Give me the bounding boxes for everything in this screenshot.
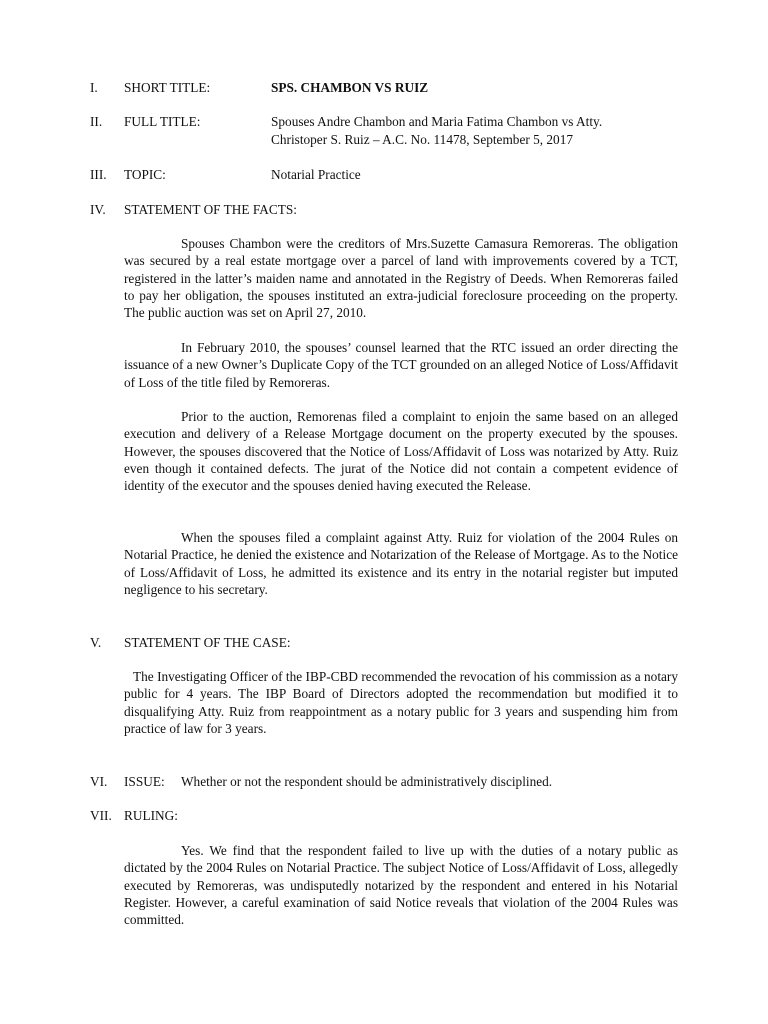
facts-paragraph-1: Spouses Chambon were the creditors of Mrs.Suzette Camasura Remoreras. The obligation was secured by a real estate mortgage over a parcel of land with improvements covered by a TCT, registered in the latter’s maiden name and annotated in the Registry of Deeds. When Remoreras failed to pay her obligation, the spouses instituted an extra-judicial foreclosure proceeding on the property. The public auction was set on April 27, 2010. bbox=[124, 236, 678, 321]
section-label: ISSUE: bbox=[124, 774, 165, 789]
section-number: V. bbox=[90, 635, 102, 650]
facts-paragraph-2: In February 2010, the spouses’ counsel learned that the RTC issued an order directing the issuance of a new Owner’s Duplicate Copy of the TCT grounded on an alleged Notice of Loss/Affidavit of Loss of the title filed by Remoreras. bbox=[124, 340, 678, 390]
section-number: III. bbox=[90, 167, 107, 182]
full-title-line-1: Spouses Andre Chambon and Maria Fatima Chambon vs Atty. bbox=[271, 114, 603, 129]
case-paragraph-1: The Investigating Officer of the IBP-CBD recommended the revocation of his commission as a notary public for 4 years. The IBP Board of Directors adopted the recommendation but modified it to disqualifying Atty. Ruiz from reappointment as a notary public for 3 years and suspending him from practice of law for 3 years. bbox=[124, 669, 678, 736]
section-label: RULING: bbox=[124, 808, 178, 823]
section-number: II. bbox=[90, 114, 103, 129]
issue-value: Whether or not the respondent should be administratively disciplined. bbox=[181, 774, 553, 789]
section-number: IV. bbox=[90, 202, 106, 217]
section-number: I. bbox=[90, 80, 98, 95]
section-label: SHORT TITLE: bbox=[124, 80, 211, 95]
section-label: STATEMENT OF THE FACTS: bbox=[124, 202, 297, 217]
facts-paragraph-3: Prior to the auction, Remorenas filed a complaint to enjoin the same based on an alleged execution and delivery of a Release Mortgage document on the property executed by the spouses. However, the spouses discovered that the Notice of Loss/Affidavit of Loss was notarized by Atty. Ruiz even though it contained defects. The jurat of the Notice did not contain a competent evidence of identity of the executor and the spouses denied having executed the Release. bbox=[124, 409, 678, 494]
topic-value: Notarial Practice bbox=[271, 167, 361, 182]
ruling-paragraph-1: Yes. We find that the respondent failed to live up with the duties of a notary public as dictated by the 2004 Rules on Notarial Practice. The subject Notice of Loss/Affidavit of Loss, allegedly executed by Remoreras, was undisputedly notarized by the respondent and entered in his Notarial Register. However, a careful examination of said Notice reveals that violation of the 2004 Rules was committed. bbox=[124, 843, 678, 928]
section-number: VI. bbox=[90, 774, 108, 789]
section-number: VII. bbox=[90, 808, 112, 823]
section-label: STATEMENT OF THE CASE: bbox=[124, 635, 291, 650]
facts-paragraph-4: When the spouses filed a complaint against Atty. Ruiz for violation of the 2004 Rules on Notarial Practice, he denied the existence and Notarization of the Release of Mortgage. As to the Notice of Loss/Affidavit of Loss, he admitted its existence and its entry in the notarial register but imputed negligence to his secretary. bbox=[124, 530, 678, 597]
section-label: TOPIC: bbox=[124, 167, 166, 182]
short-title-value: SPS. CHAMBON VS RUIZ bbox=[271, 80, 429, 95]
section-label: FULL TITLE: bbox=[124, 114, 201, 129]
full-title-line-2: Christoper S. Ruiz – A.C. No. 11478, September 5, 2017 bbox=[271, 132, 573, 147]
